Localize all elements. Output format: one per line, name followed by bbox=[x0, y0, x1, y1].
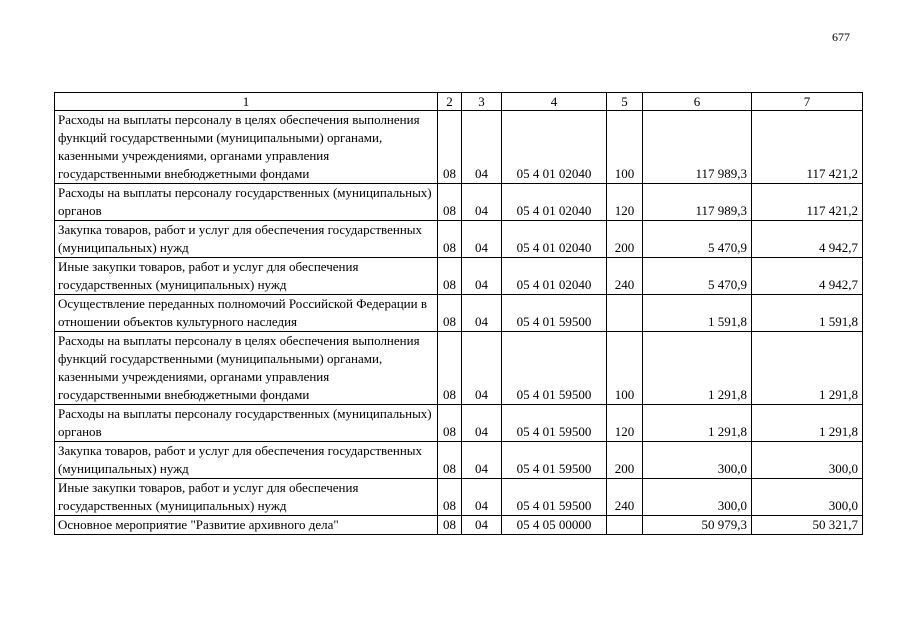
row-expense-type bbox=[607, 516, 643, 535]
row-name: Расходы на выплаты персоналу государственных (муниципальных) органов bbox=[55, 405, 438, 442]
col-header-1: 1 bbox=[55, 93, 438, 111]
row-subsection: 04 bbox=[462, 184, 502, 221]
row-subsection: 04 bbox=[462, 405, 502, 442]
row-target-code: 05 4 01 59500 bbox=[502, 295, 607, 332]
budget-table bbox=[54, 92, 863, 535]
row-amount-2: 1 291,8 bbox=[752, 405, 863, 442]
row-amount-2: 300,0 bbox=[752, 479, 863, 516]
row-expense-type: 240 bbox=[607, 258, 643, 295]
row-amount-1: 1 291,8 bbox=[643, 332, 752, 405]
header-row bbox=[55, 93, 863, 111]
row-section: 08 bbox=[438, 258, 462, 295]
row-subsection: 04 bbox=[462, 442, 502, 479]
table-row bbox=[55, 111, 863, 184]
table-row bbox=[55, 516, 863, 535]
row-name: Иные закупки товаров, работ и услуг для обеспечения государственных (муниципальных) нужд bbox=[55, 479, 438, 516]
row-expense-type: 100 bbox=[607, 332, 643, 405]
col-header-5: 5 bbox=[607, 93, 643, 111]
row-expense-type: 120 bbox=[607, 405, 643, 442]
table-row bbox=[55, 295, 863, 332]
row-subsection: 04 bbox=[462, 516, 502, 535]
row-target-code: 05 4 01 02040 bbox=[502, 111, 607, 184]
row-amount-2: 4 942,7 bbox=[752, 221, 863, 258]
row-target-code: 05 4 01 59500 bbox=[502, 442, 607, 479]
row-amount-1: 300,0 bbox=[643, 442, 752, 479]
row-section: 08 bbox=[438, 221, 462, 258]
row-section: 08 bbox=[438, 479, 462, 516]
row-name: Иные закупки товаров, работ и услуг для обеспечения государственных (муниципальных) нужд bbox=[55, 258, 438, 295]
row-name: Осуществление переданных полномочий Российской Федерации в отношении объектов культурного наследия bbox=[55, 295, 438, 332]
row-subsection: 04 bbox=[462, 295, 502, 332]
row-amount-1: 5 470,9 bbox=[643, 258, 752, 295]
row-expense-type: 120 bbox=[607, 184, 643, 221]
row-section: 08 bbox=[438, 184, 462, 221]
row-name: Закупка товаров, работ и услуг для обеспечения государственных (муниципальных) нужд bbox=[55, 442, 438, 479]
row-section: 08 bbox=[438, 111, 462, 184]
table-row bbox=[55, 184, 863, 221]
row-expense-type: 100 bbox=[607, 111, 643, 184]
row-expense-type: 240 bbox=[607, 479, 643, 516]
row-target-code: 05 4 01 59500 bbox=[502, 332, 607, 405]
row-subsection: 04 bbox=[462, 258, 502, 295]
row-amount-2: 117 421,2 bbox=[752, 184, 863, 221]
row-amount-1: 117 989,3 bbox=[643, 111, 752, 184]
row-amount-2: 117 421,2 bbox=[752, 111, 863, 184]
row-target-code: 05 4 01 59500 bbox=[502, 405, 607, 442]
row-amount-1: 300,0 bbox=[643, 479, 752, 516]
row-amount-2: 4 942,7 bbox=[752, 258, 863, 295]
row-section: 08 bbox=[438, 516, 462, 535]
table-row bbox=[55, 258, 863, 295]
row-name: Основное мероприятие "Развитие архивного дела" bbox=[55, 516, 438, 535]
row-amount-1: 50 979,3 bbox=[643, 516, 752, 535]
row-target-code: 05 4 01 02040 bbox=[502, 184, 607, 221]
row-section: 08 bbox=[438, 405, 462, 442]
row-amount-2: 1 291,8 bbox=[752, 332, 863, 405]
row-amount-1: 5 470,9 bbox=[643, 221, 752, 258]
col-header-4: 4 bbox=[502, 93, 607, 111]
row-target-code: 05 4 01 59500 bbox=[502, 479, 607, 516]
row-target-code: 05 4 05 00000 bbox=[502, 516, 607, 535]
table-row bbox=[55, 442, 863, 479]
row-amount-1: 1 591,8 bbox=[643, 295, 752, 332]
col-header-6: 6 bbox=[643, 93, 752, 111]
row-name: Расходы на выплаты персоналу в целях обеспечения выполнения функций государственными (муниципальными) органами, казенными учреждениями, органами управления государственными внебюджетными фондами bbox=[55, 332, 438, 405]
row-name: Закупка товаров, работ и услуг для обеспечения государственных (муниципальных) нужд bbox=[55, 221, 438, 258]
row-section: 08 bbox=[438, 332, 462, 405]
table-row bbox=[55, 405, 863, 442]
row-name: Расходы на выплаты персоналу государственных (муниципальных) органов bbox=[55, 184, 438, 221]
table-row bbox=[55, 479, 863, 516]
col-header-7: 7 bbox=[752, 93, 863, 111]
row-expense-type: 200 bbox=[607, 221, 643, 258]
table-row bbox=[55, 221, 863, 258]
row-subsection: 04 bbox=[462, 111, 502, 184]
table-row bbox=[55, 332, 863, 405]
col-header-3: 3 bbox=[462, 93, 502, 111]
row-amount-2: 1 591,8 bbox=[752, 295, 863, 332]
row-expense-type: 200 bbox=[607, 442, 643, 479]
row-amount-1: 1 291,8 bbox=[643, 405, 752, 442]
row-subsection: 04 bbox=[462, 332, 502, 405]
row-target-code: 05 4 01 02040 bbox=[502, 221, 607, 258]
row-target-code: 05 4 01 02040 bbox=[502, 258, 607, 295]
row-expense-type bbox=[607, 295, 643, 332]
row-amount-1: 117 989,3 bbox=[643, 184, 752, 221]
row-subsection: 04 bbox=[462, 221, 502, 258]
page-number: 677 bbox=[832, 30, 850, 44]
row-section: 08 bbox=[438, 442, 462, 479]
row-section: 08 bbox=[438, 295, 462, 332]
row-amount-2: 50 321,7 bbox=[752, 516, 863, 535]
row-name: Расходы на выплаты персоналу в целях обеспечения выполнения функций государственными (муниципальными) органами, казенными учреждениями, органами управления государственными внебюджетными фондами bbox=[55, 111, 438, 184]
row-subsection: 04 bbox=[462, 479, 502, 516]
col-header-2: 2 bbox=[438, 93, 462, 111]
row-amount-2: 300,0 bbox=[752, 442, 863, 479]
